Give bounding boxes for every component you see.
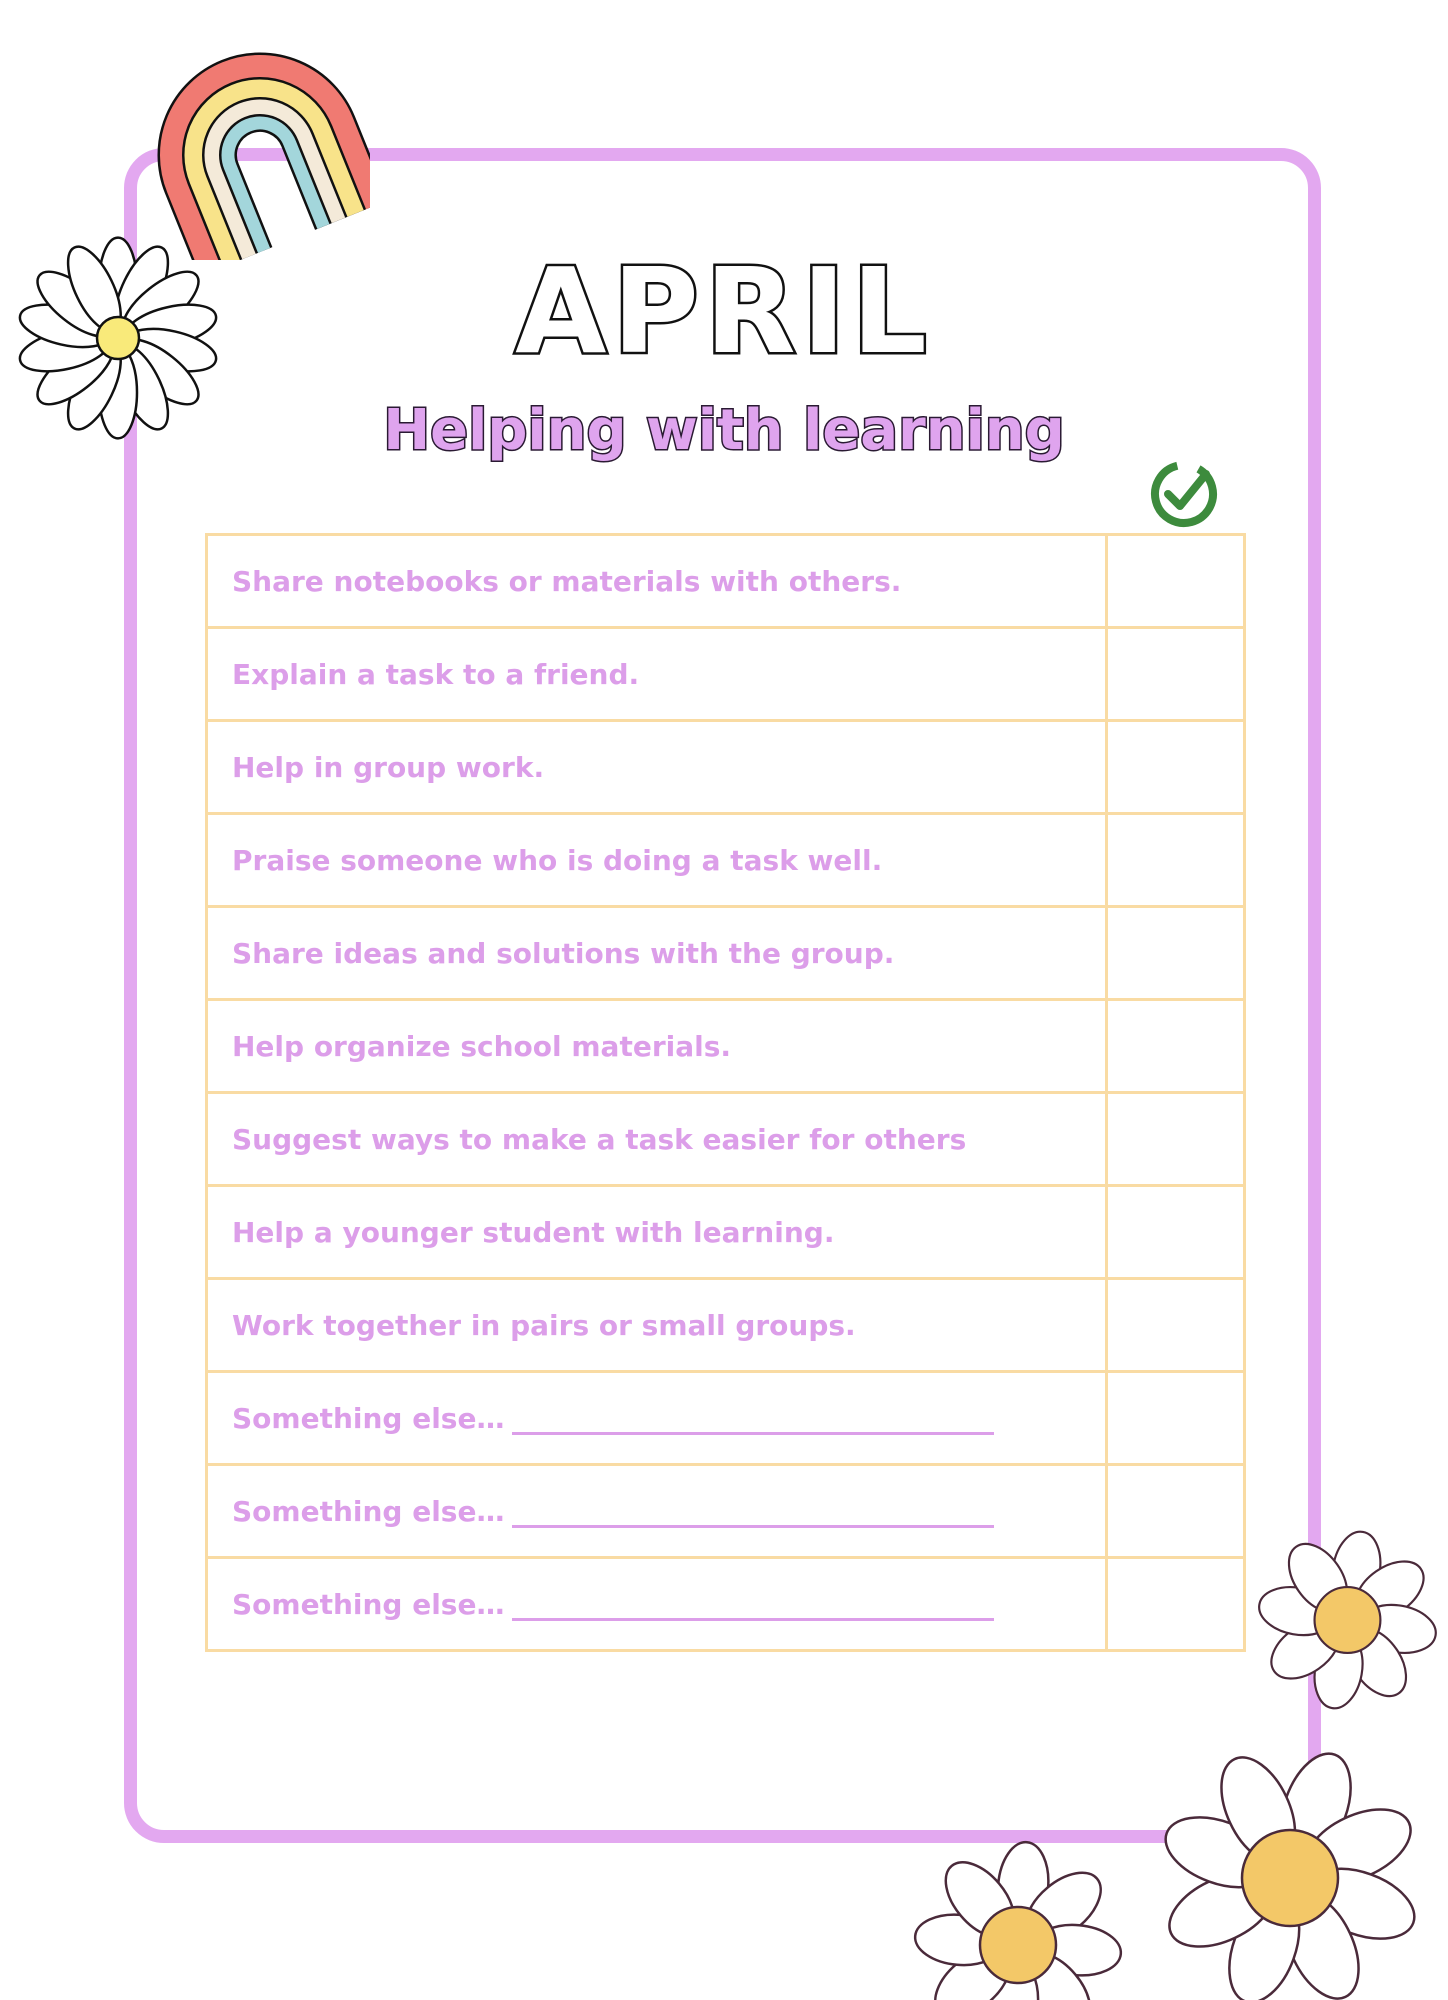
task-label: Praise someone who is doing a task well. — [232, 843, 883, 877]
daisy-icon — [1140, 1730, 1448, 2000]
checklist-row — [207, 814, 1245, 907]
daisy-icon — [1240, 1495, 1448, 1745]
task-label: Something else… — [232, 1587, 505, 1621]
check-box-cell[interactable] — [1107, 1279, 1245, 1372]
task-cell — [207, 814, 1107, 907]
task-label: Share ideas and solutions with the group. — [232, 936, 895, 970]
check-box-cell[interactable] — [1107, 721, 1245, 814]
page-subtitle: Helping with learning — [383, 398, 1065, 463]
task-label: Something else… — [232, 1494, 505, 1528]
checklist-row — [207, 1372, 1245, 1465]
checklist-row — [207, 1465, 1245, 1558]
check-box-cell[interactable] — [1107, 1465, 1245, 1558]
checklist-row — [207, 1279, 1245, 1372]
page-title: APRIL — [515, 242, 933, 380]
checklist-row — [207, 721, 1245, 814]
checklist-row — [207, 1093, 1245, 1186]
task-label: Help in group work. — [232, 750, 545, 784]
checklist-row — [207, 535, 1245, 628]
write-in-line[interactable] — [512, 1404, 994, 1435]
task-label: Suggest ways to make a task easier for others — [232, 1122, 967, 1156]
task-label: Help organize school materials. — [232, 1029, 732, 1063]
check-box-cell[interactable] — [1107, 628, 1245, 721]
check-box-cell[interactable] — [1107, 1558, 1245, 1651]
task-cell — [207, 535, 1107, 628]
checklist-row — [207, 907, 1245, 1000]
check-box-cell[interactable] — [1107, 1000, 1245, 1093]
check-circle-icon — [1148, 456, 1222, 530]
task-cell — [207, 1000, 1107, 1093]
task-label: Something else… — [232, 1401, 505, 1435]
task-label: Share notebooks or materials with others. — [232, 564, 902, 598]
task-label: Explain a task to a friend. — [232, 657, 640, 691]
write-in-line[interactable] — [512, 1497, 994, 1528]
check-box-cell[interactable] — [1107, 535, 1245, 628]
task-cell — [207, 1279, 1107, 1372]
check-box-cell[interactable] — [1107, 1372, 1245, 1465]
task-cell — [207, 907, 1107, 1000]
check-box-cell[interactable] — [1107, 907, 1245, 1000]
task-label: Help a younger student with learning. — [232, 1215, 835, 1249]
check-box-cell[interactable] — [1107, 1186, 1245, 1279]
task-cell — [207, 628, 1107, 721]
checklist-row — [207, 1558, 1245, 1651]
checklist-row — [207, 628, 1245, 721]
checklist-row — [207, 1000, 1245, 1093]
task-cell — [207, 1186, 1107, 1279]
task-cell — [207, 1465, 1107, 1558]
daisy-icon — [895, 1825, 1145, 2000]
task-cell — [207, 1093, 1107, 1186]
task-label: Work together in pairs or small groups. — [232, 1308, 856, 1342]
write-in-line[interactable] — [512, 1590, 994, 1621]
checklist-row — [207, 1186, 1245, 1279]
checklist-table — [205, 533, 1246, 1652]
task-cell — [207, 1372, 1107, 1465]
check-box-cell[interactable] — [1107, 814, 1245, 907]
task-cell — [207, 721, 1107, 814]
task-cell — [207, 1558, 1107, 1651]
check-box-cell[interactable] — [1107, 1093, 1245, 1186]
